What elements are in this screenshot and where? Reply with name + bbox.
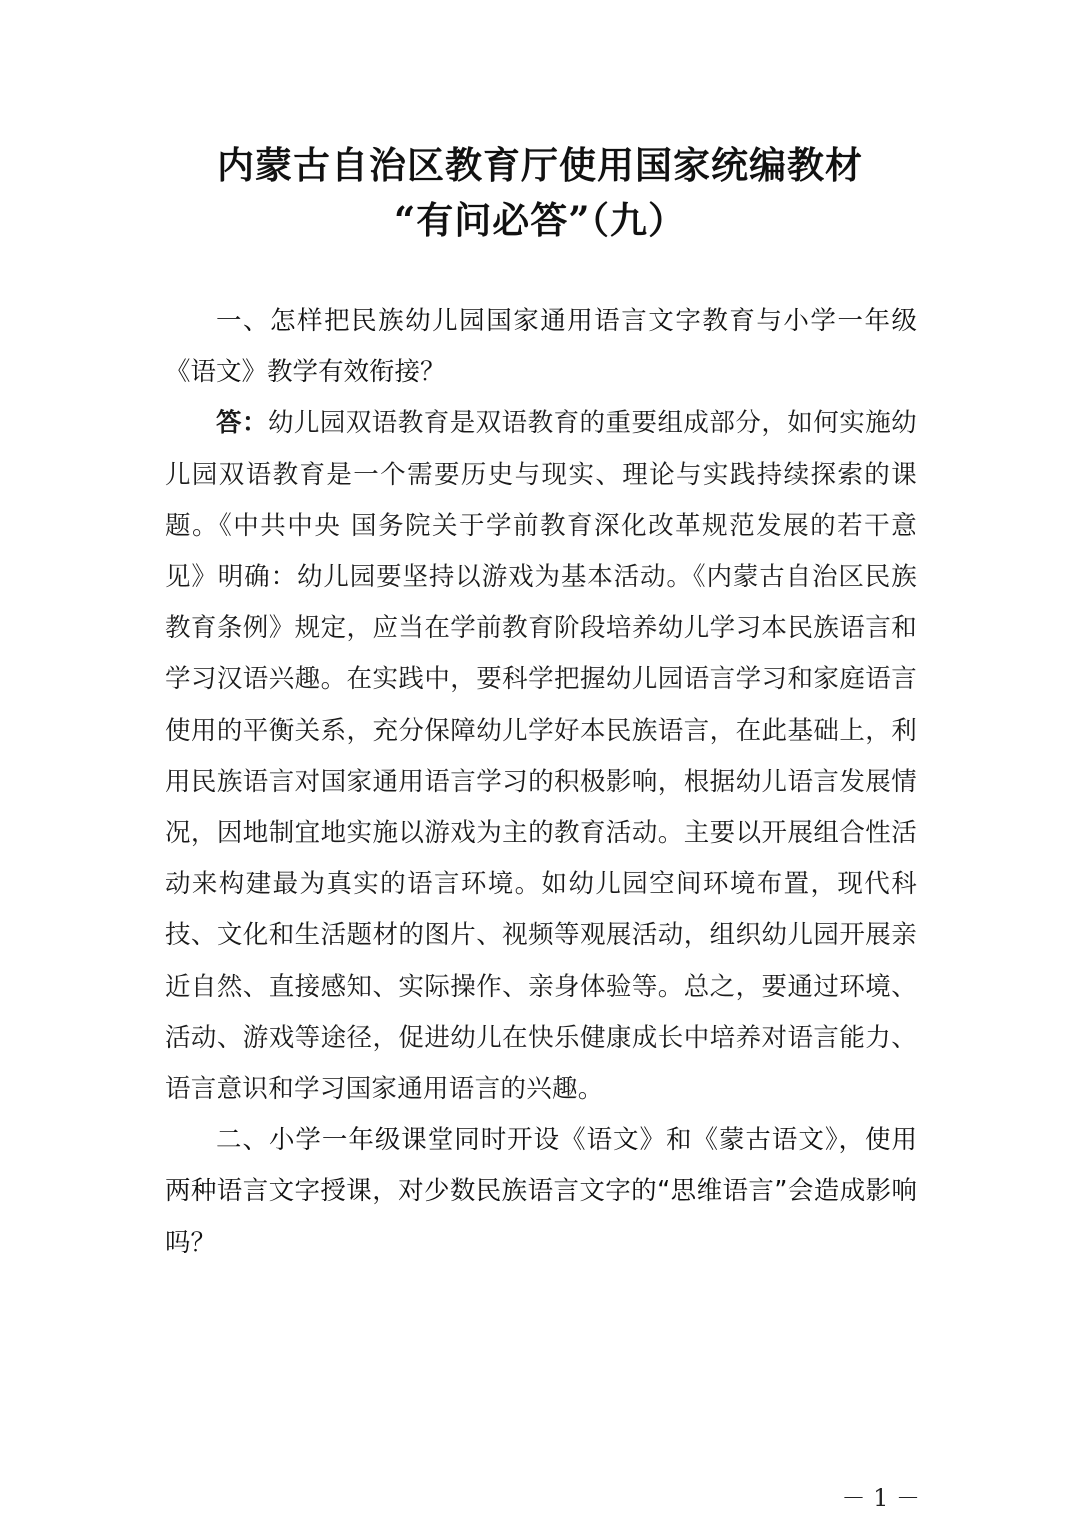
page-number: － 1 － — [841, 1484, 920, 1512]
document-title-line-2: “有问必答”（九） — [393, 198, 687, 242]
answer-1-text: 幼儿园双语教育是双语教育的重要组成部分，如何实施幼儿园双语教育是一个需要历史与现实、理论与实践持续探索的课题。《中共中央 国务院关于学前教育深化改革规范发展的若干意见》明确：幼儿园要坚持以游戏为基本活动。《内蒙古自治区民族教育条例》规定，应当在学前教育阶段培养幼儿学习本民族语言和学习汉语兴趣。在实践中，要科学把握幼儿园语言学习和家庭语言使用的平衡关系，充分保障幼儿学好本民族语言，在此基础上，利用民族语言对国家通用语言学习的积极影响，根据幼儿语言发展情况，因地制宜地实施以游戏为主的教育活动。主要以开展组合性活动来构建最为真实的语言环境。如幼儿园空间环境布置，现代科技、文化和生活题材的图片、视频等观展活动，组织幼儿园开展亲近自然、直接感知、实际操作、亲身体验等。总之，要通过环境、活动、游戏等途径，促进幼儿在快乐健康成长中培养对语言能力、语言意识和学习国家通用语言的兴趣。 — [165, 408, 917, 1105]
document-body — [165, 296, 917, 1269]
answer-1 — [165, 398, 917, 1115]
answer-1-lead: 答： — [216, 408, 268, 439]
question-1: 一、怎样把民族幼儿园国家通用语言文字教育与小学一年级《语文》教学有效衔接？ — [165, 306, 917, 388]
document-title-line-1: 内蒙古自治区教育厅使用国家统编教材 — [217, 143, 863, 187]
question-2: 二、小学一年级课堂同时开设《语文》和《蒙古语文》，使用两种语言文字授课，对少数民族语言文字的“思维语言”会造成影响吗？ — [165, 1125, 917, 1258]
